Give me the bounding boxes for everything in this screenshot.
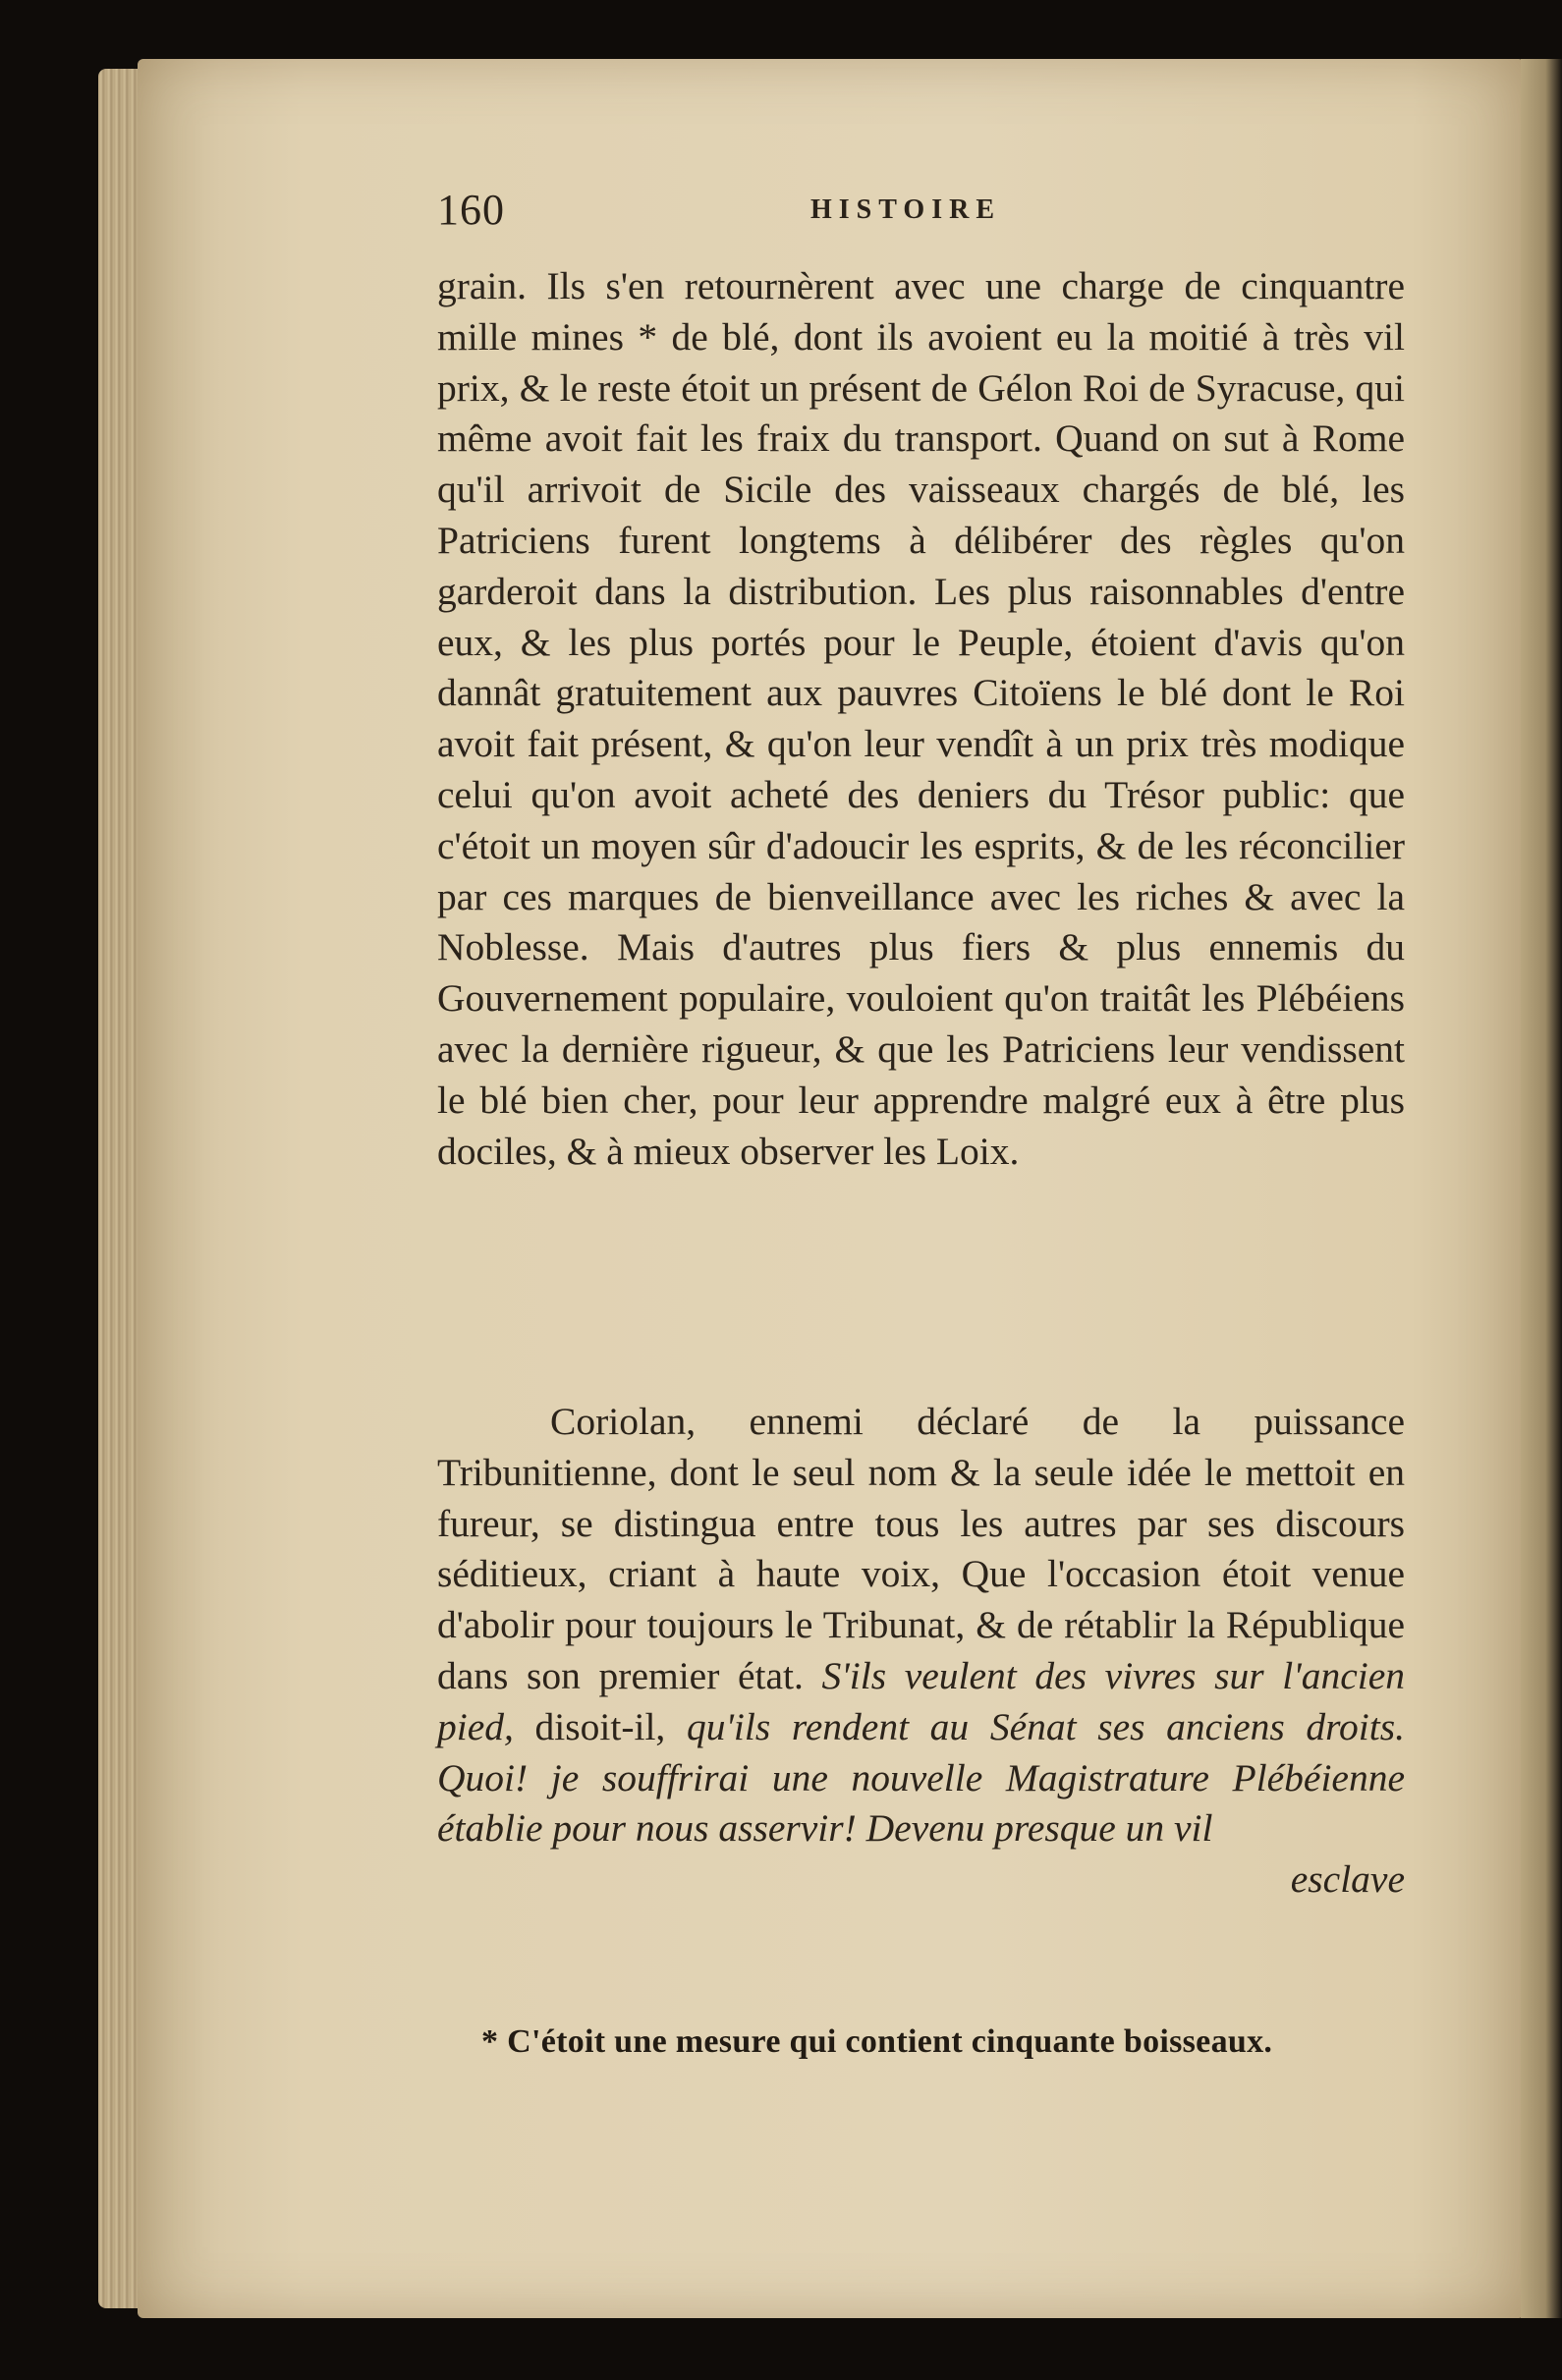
paragraph-2-italic-2: qu'ils rendent au Sénat ses anciens droits. Quoi! je souffrirai une nouvelle Magistrature Plébéienne établie pour nous asservir! Devenu presque un vil bbox=[437, 1704, 1406, 1851]
page-header bbox=[437, 185, 1420, 234]
paragraph-1-text: grain. Ils s'en retournèrent avec une charge de cinquantre mille mines * de blé, dont ils avoient eu la moitié à très vil prix, & le reste étoit un présent de Gélon Roi de Syracuse, qui même avoit fait les fraix du transport. Quand on sut à Rome qu'il arrivoit de Sicile des vaisseaux chargés de blé, les Patriciens furent longtems à délibérer des règles qu'on garderoit dans la distribution. Les plus raisonnables d'entre eux, & les plus portés pour le Peuple, étoient d'avis qu'on dannât gratuitement aux pauvres Citoïens le blé dont le Roi avoit fait présent, & qu'on leur vendît à un prix très modique celui qu'on avoit acheté des deniers du Trésor public: que c'étoit un moyen sûr d'adoucir les esprits, & de les réconcilier par ces marques de bienveillance avec les riches & avec la Noblesse. Mais d'autres plus fiers & plus ennemis du Gouvernement populaire, vouloient qu'on traitât les Plébéiens avec la dernière rigueur, & que les Patriciens leur vendissent le blé bien cher, pour leur apprendre malgré eux à être plus dociles, & à mieux observer les Loix. bbox=[437, 264, 1405, 1173]
paragraph-2-roman-2: disoit-il, bbox=[534, 1704, 666, 1748]
page-number: 160 bbox=[437, 186, 505, 234]
body-paragraph-1 bbox=[437, 261, 1405, 1177]
facing-page-edge bbox=[1521, 59, 1562, 2318]
paragraph-2-roman: Coriolan, ennemi déclaré de la puissance Tribunitienne, dont le seul nom & la seule idée le mettoit en fureur, se distingua entre tous les autres par ses discours séditieux, criant à haute voix, Que l'occasion étoit venue d'abolir pour toujours le Tribunat, & de rétablir la République dans son premier état. bbox=[437, 1400, 1405, 1697]
paragraph-2-italic: S'ils veulent des vivres sur l'ancien pied, bbox=[437, 1653, 1406, 1748]
paragraph-2-text bbox=[437, 1397, 1405, 1906]
footnote: * C'étoit une mesure qui contient cinquante boisseaux. bbox=[481, 2023, 1273, 2060]
running-title: HISTOIRE bbox=[810, 194, 1001, 225]
body-paragraph-2 bbox=[437, 1397, 1405, 1906]
paragraph-2-catchword: esclave bbox=[1290, 1857, 1405, 1902]
